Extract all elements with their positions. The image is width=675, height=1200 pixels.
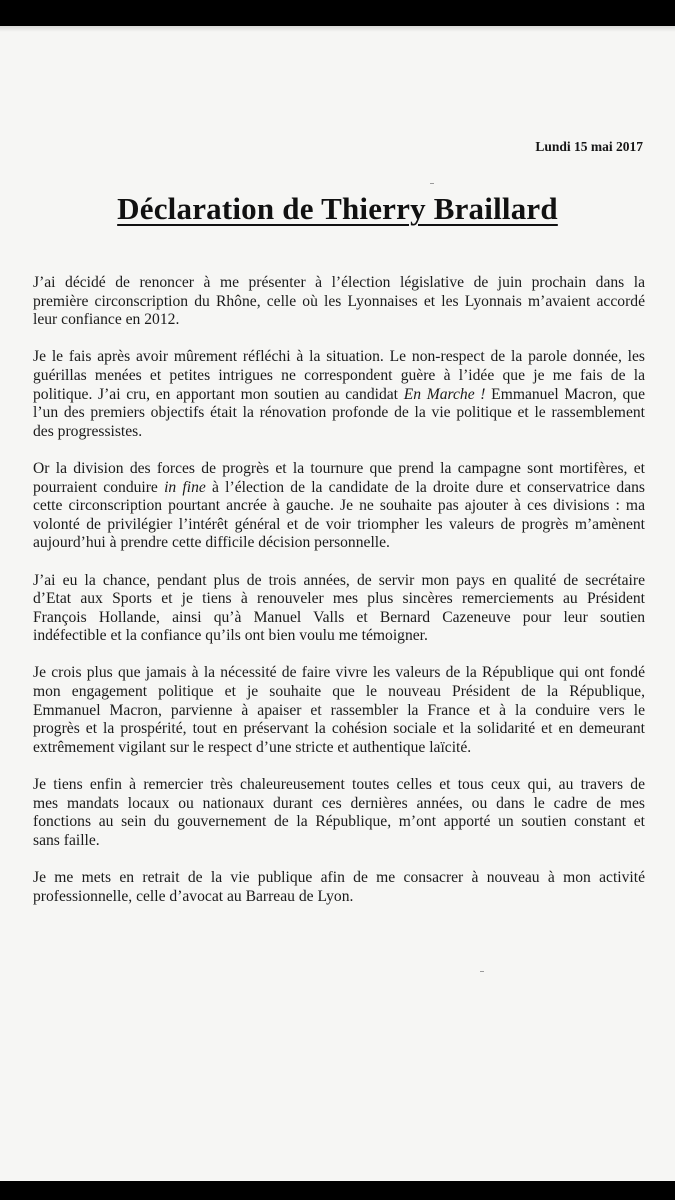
scan-top-edge bbox=[0, 26, 675, 32]
paragraph-3 bbox=[33, 460, 645, 553]
text-line: Je me mets en retrait de la vie publique afin de me consacrer à nouveau à mon activité bbox=[33, 869, 645, 886]
text-line: politique. J’ai cru, en apportant mon soutien au candidat En Marche ! Emmanuel Macron, que bbox=[33, 385, 645, 403]
document-page bbox=[0, 26, 675, 1181]
text-line: guérillas menées et petites intrigues ne correspondent guère à l’idée que je me fais de la bbox=[33, 366, 645, 384]
text-line: sans faille. bbox=[33, 831, 100, 849]
document-date: Lundi 15 mai 2017 bbox=[535, 139, 643, 154]
text-line: François Hollande, ainsi qu’à Manuel Valls et Bernard Cazeneuve pour leur soutien bbox=[33, 608, 645, 626]
text-line: progrès et la prospérité, tout en préservant la cohésion sociale et la solidarité et en demeurant bbox=[33, 720, 645, 738]
paragraph-5 bbox=[33, 664, 645, 757]
text-line: extrêmement vigilant sur le respect d’une stricte et authentique laïcité. bbox=[33, 738, 472, 756]
text-line: l’un des premiers objectifs était la rénovation profonde de la vie politique et le rassemblement bbox=[33, 404, 645, 422]
text-line: première circonscription du Rhône, celle où les Lyonnaises et les Lyonnais m’avaient accordé bbox=[33, 292, 645, 310]
text-line: des progressistes. bbox=[33, 422, 143, 440]
text-line: fonctions au sein du gouvernement de la République, m’ont apporté un soutien constant et bbox=[33, 813, 645, 831]
text-line: mes mandats locaux ou nationaux durant ces dernières années, ou dans le cadre de mes bbox=[33, 794, 645, 812]
scan-speck bbox=[480, 971, 484, 972]
text-line: J’ai eu la chance, pendant plus de trois années, de servir mon pays en qualité de secrétaire bbox=[33, 571, 645, 589]
text-line: Je tiens enfin à remercier très chaleureusement toutes celles et tous ceux qui, au travers de bbox=[33, 776, 645, 794]
text-line: d’Etat aux Sports et je tiens à renouveler mes plus sincères remerciements au Président bbox=[33, 590, 645, 608]
text-line: indéfectible et la confiance qu’ils ont bien voulu me témoigner. bbox=[33, 627, 428, 645]
text-line: volonté de privilégier l’intérêt général et de voir triompher les valeurs de progrès m’amènent bbox=[33, 515, 645, 533]
text-line: leur confiance en 2012. bbox=[33, 311, 180, 329]
text-line: cette circonscription pourtant ancrée à gauche. Je ne souhaite pas ajouter à ces divisions : ma bbox=[33, 497, 645, 515]
paragraph-1 bbox=[33, 274, 645, 330]
text-line: aujourd’hui à prendre cette difficile décision personnelle. bbox=[33, 534, 390, 552]
text-line: Or la division des forces de progrès et la tournure que prend la campagne sont mortifères, et bbox=[33, 459, 645, 477]
italic-phrase: in fine bbox=[164, 478, 206, 496]
text-line: mon engagement politique et je souhaite que le nouveau Président de la République, bbox=[33, 683, 645, 701]
document-body bbox=[33, 274, 645, 925]
text-line: Emmanuel Macron, parvienne à apaiser et rassembler la France et à la conduire vers le bbox=[33, 701, 645, 719]
text-line: pourraient conduire in fine à l’élection de la candidate de la droite dure et conservatrice dans bbox=[33, 478, 645, 496]
text-line: J’ai décidé de renoncer à me présenter à l’élection législative de juin prochain dans la bbox=[33, 274, 645, 291]
text-line: professionnelle, celle d’avocat au Barreau de Lyon. bbox=[33, 887, 354, 905]
scan-speck bbox=[430, 183, 434, 184]
italic-phrase: En Marche ! bbox=[403, 385, 486, 403]
text-line: Je crois plus que jamais à la nécessité de faire vivre les valeurs de la République qui ont fondé bbox=[33, 664, 645, 682]
text-line: Je le fais après avoir mûrement réfléchi à la situation. Le non-respect de la parole donnée, les bbox=[33, 348, 645, 366]
paragraph-4 bbox=[33, 572, 645, 646]
paragraph-2 bbox=[33, 348, 645, 441]
document-title: Déclaration de Thierry Braillard bbox=[117, 191, 558, 226]
paragraph-6 bbox=[33, 776, 645, 850]
paragraph-7 bbox=[33, 869, 645, 906]
